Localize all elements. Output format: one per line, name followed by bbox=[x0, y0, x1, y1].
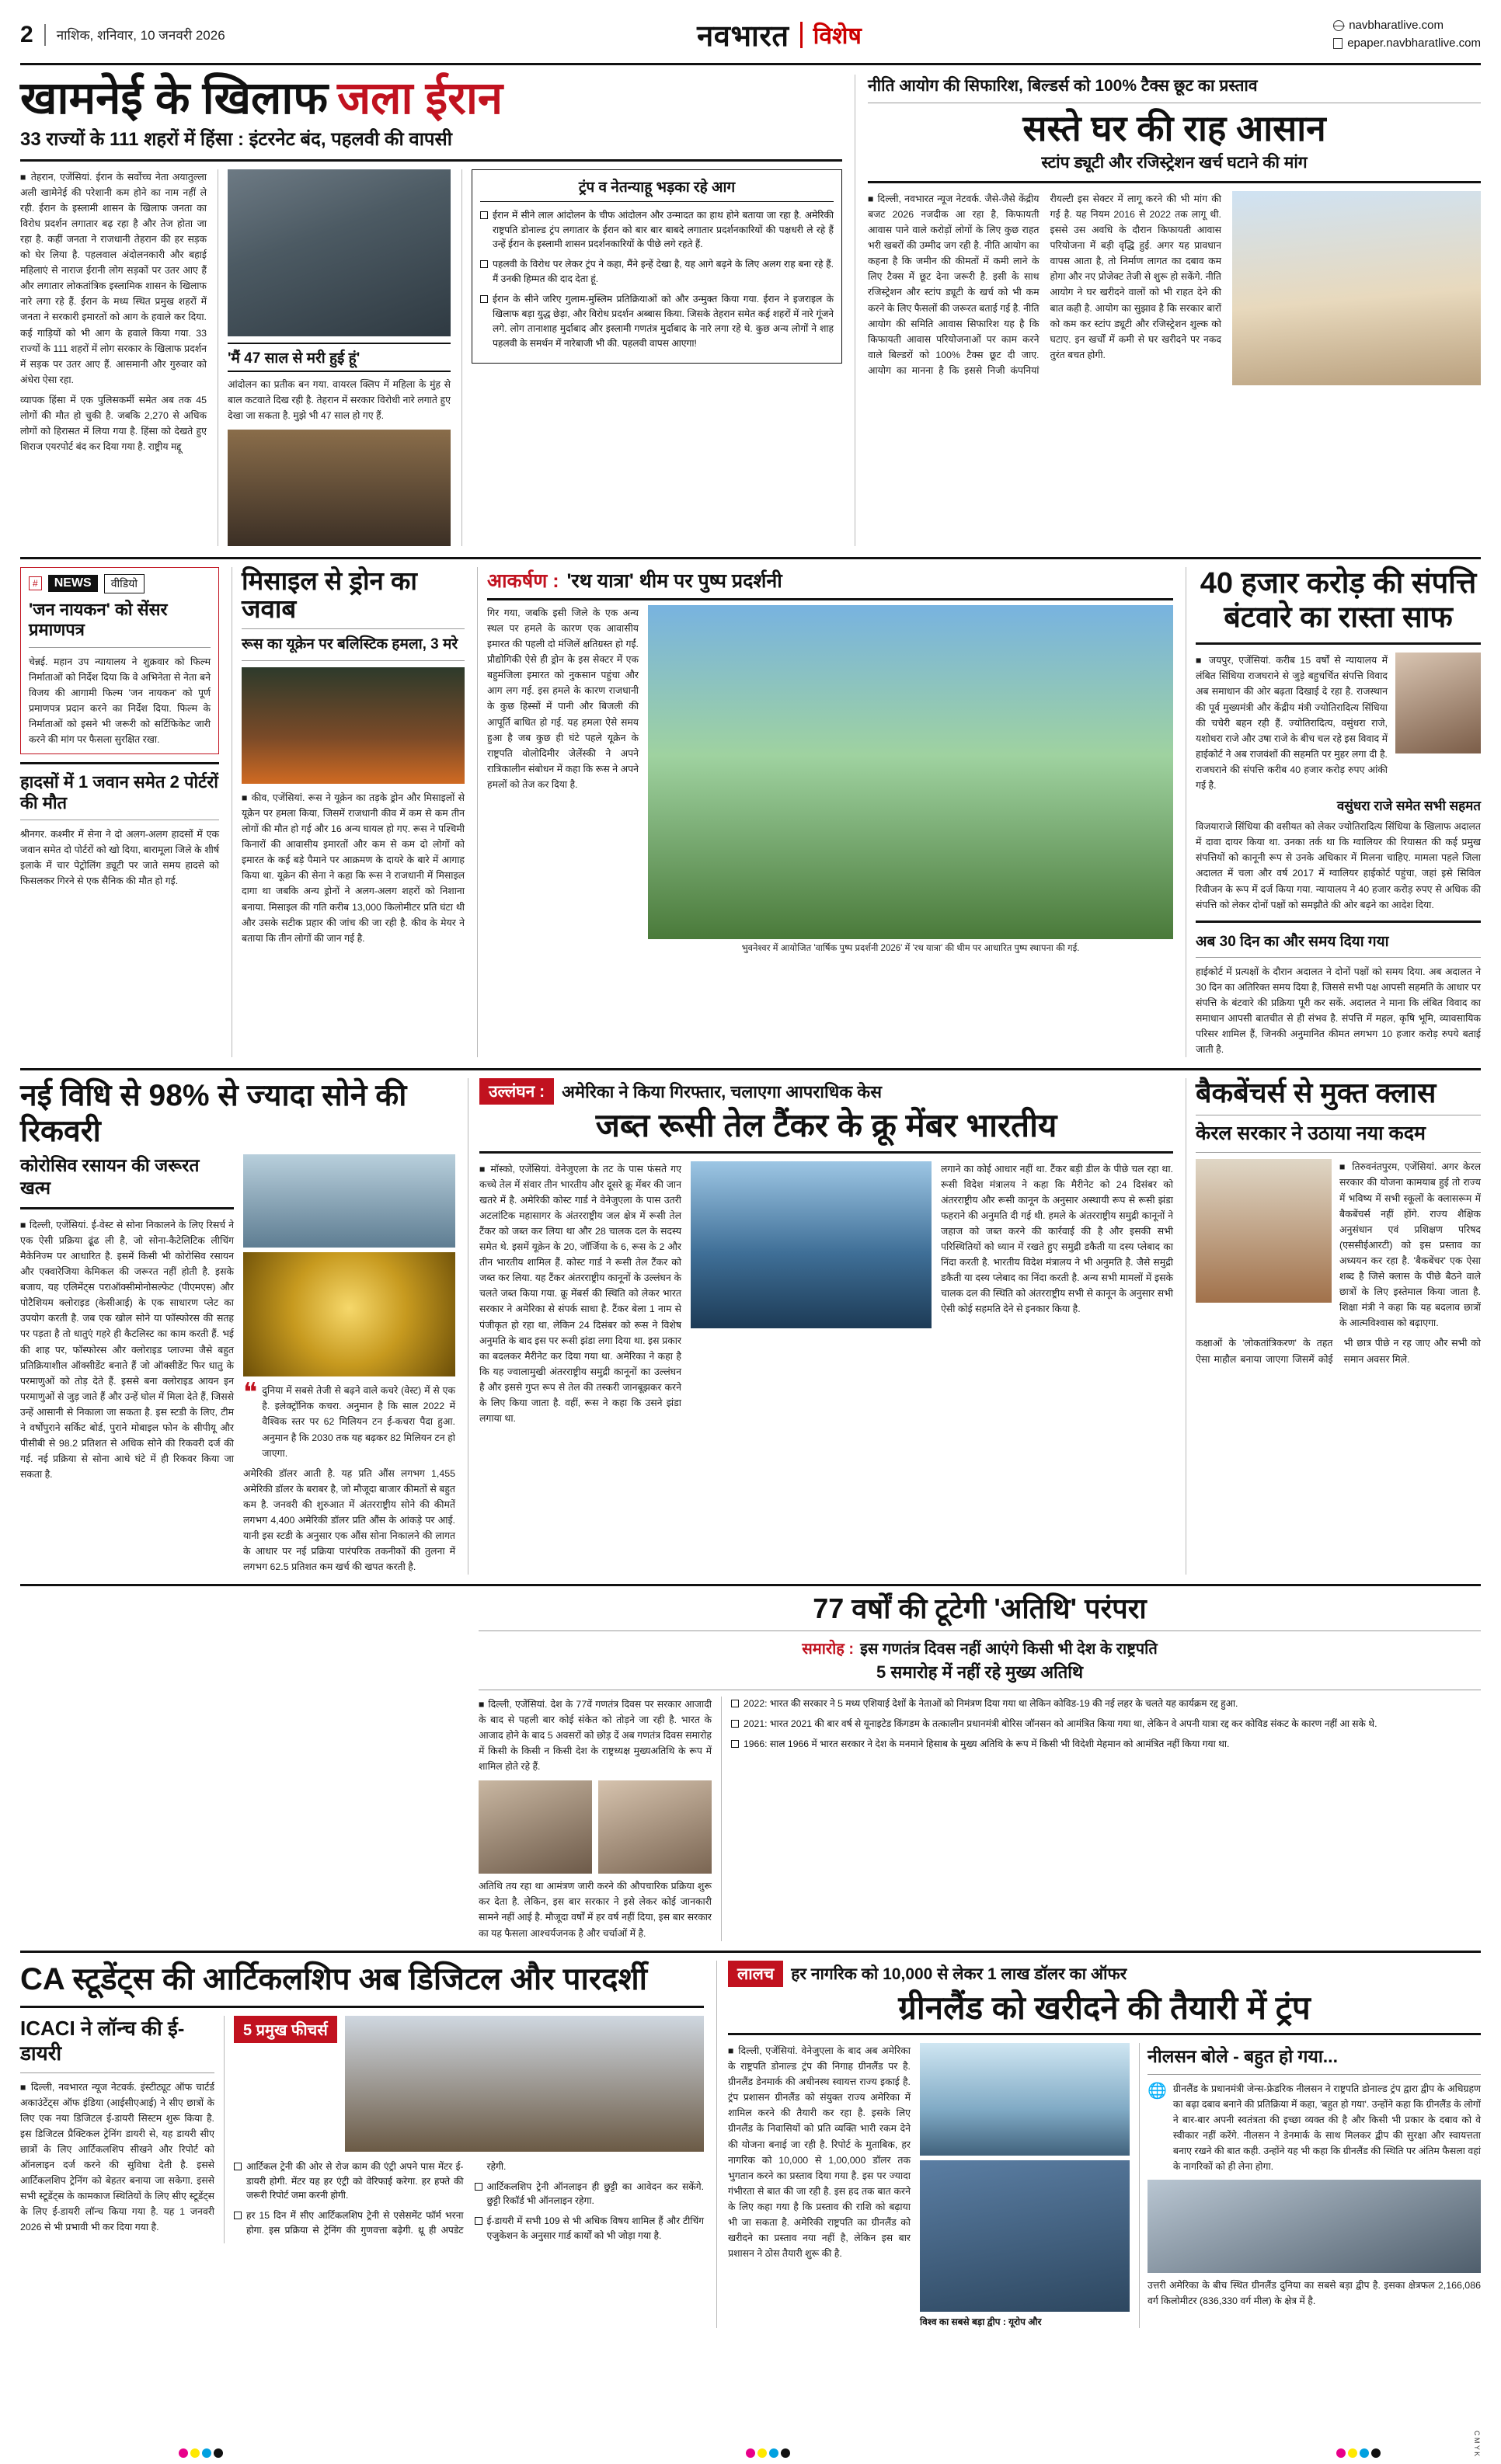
photo-lab-research bbox=[243, 1154, 455, 1248]
kerala-headline: बैकबेंचर्स से मुक्त क्लास bbox=[1196, 1077, 1437, 1109]
guest-band bbox=[20, 1594, 1481, 1940]
flower-story bbox=[477, 567, 1173, 1057]
gold-story bbox=[20, 1078, 455, 1575]
photo-flower-show bbox=[648, 605, 1173, 939]
bullet-item: 2021: भारत 2021 की बार वर्ष से यूनाइटेड किंगडम के तत्कालीन प्रधानमंत्री बोरिस जॉनसन को आमंत्रित किया गया था, लेकिन वे अपनी यात्रा रद्द कर कोविड संकट के कारण नहीं आ सके थे. bbox=[731, 1717, 1481, 1731]
property-headline: 40 हजार करोड़ की संपत्ति बंटवारे का रास्ता साफ bbox=[1200, 566, 1477, 634]
flower-headline: 'रथ यात्रा' थीम पर पुष्प प्रदर्शनी bbox=[566, 569, 782, 592]
color-registration-right bbox=[1336, 2448, 1381, 2458]
left-rail bbox=[20, 567, 219, 1057]
photo-vasundhara-raje bbox=[1395, 653, 1481, 753]
divider bbox=[44, 24, 46, 46]
guest-headline: 77 वर्षों की टूटेगी 'अतिथि' परंपरा bbox=[813, 1592, 1147, 1625]
property-body-2: विजयाराजे सिंधिया की वसीयत को लेकर ज्योतिरादित्य सिंधिया के खिलाफ अदालत में दावा दायर किया था. उनका तर्क था कि ग्वालियर की रियासत की कई प्रमुख संपत्तियों को कानूनी रूप से उनके अधिकार में मिलना चाहिए. मामला पहले जिला अदालत में चला और वर्ष 2017 में ग्वालियर हाईकोर्ट पहुंचा, जहां इसे सिविल रिवीजन के रूप में दर्ज किया गया. न्यायालय ने 40 हजार करोड़ रुपए से अधिक की संपत्ति को लेकर दोनों पक्षों को समझौते की ओर बढ़ने का आदेश दिया. bbox=[1196, 821, 1481, 910]
greenland-footer-note: विश्व का सबसे बड़ा द्वीप : यूरोप और bbox=[920, 2316, 1042, 2327]
guest-story bbox=[468, 1594, 1481, 1940]
lead-photo-caption: 'मैं 47 साल से मरी हुई हूं' bbox=[228, 350, 360, 367]
property-caption: वसुंधरा राजे समेत सभी सहमत bbox=[1336, 799, 1481, 814]
news-tag: NEWS bbox=[48, 575, 98, 592]
missile-headline: मिसाइल से ड्रोन का जवाब bbox=[242, 566, 417, 623]
photo-khamenei bbox=[228, 169, 451, 336]
ca-subhead: ICACI ने लॉन्च की ई-डायरी bbox=[20, 2016, 185, 2066]
flower-body: गिर गया, जबकि इसी जिले के एक अन्य स्थल पर हमले के कारण एक आवासीय इमारत की पहली दो मंजिलें क्षतिग्रस्त हो गईं. प्रौद्योगिकी ऐसे ही ड्रोन के इस सेक्टर में एक बहुमंजिला इमारत को नुकसान पहुंचा और आग लग गई. इस हमले के कारण राजधानी के कुछ हिस्सों में पानी और बिजली की आपूर्ति बाधित हो गई. यह हमला ऐसे समय हुआ है जब कुछ ही घंटे पहले यूक्रेन के राष्ट्रपति वोलोदिमीर जेलेंस्की ने अपने रात्रिकालीन संबोधन में कहा कि रूस ने अपने हमलों को तेज कर दिया है. bbox=[487, 607, 639, 790]
publication-title: नवभारत bbox=[697, 19, 789, 53]
masthead-websites bbox=[1333, 17, 1481, 52]
accident-headline: हादसों में 1 जवान समेत 2 पोर्टरों की मौत bbox=[20, 772, 218, 813]
news-video-body: चेन्नई. महान उप न्यायालय ने शुक्रवार को फिल्म निर्माताओं को निर्देश दिया कि वे अभिनेता से नेता बने विजय की आगामी फिल्म 'जन नायकन' को पूर्ण प्रमाणपत्र प्रदान करने का निर्देश दिया. फिल्म के निर्माताओं को इसने भी जरूरी को सर्टिफिकेट जारी करने की मांग पर फैसला सुरक्षित रखा. bbox=[29, 656, 211, 746]
guest-spacer bbox=[20, 1594, 455, 1940]
lead-headline-part2: जला ईरान bbox=[337, 73, 503, 124]
news-video-headline: 'जन नायकन' को सेंसर प्रमाणपत्र bbox=[29, 599, 168, 640]
ca-body: ■ दिल्ली, नवभारत न्यूज नेटवर्क. इंस्टीट्यूट ऑफ चार्टर्ड अकाउंटेंट्स ऑफ इंडिया (आईसीएआई) ने सीए छात्रों के लिए एक नया डिजिटल ई-डायरी सिस्टम शुरू किया है. इस डिजिटल प्रैक्टिकल ट्रेनिंग डायरी से, यह डायरी सीए छात्रों के लिए आर्टिकलशिप सीखने और रिपोर्ट को ऑनलाइन दर्ज करने की सुविधा देती है. इससे आर्टिकलशिप ट्रेनिंग को बेहतर बनाया जा सकेगा. इससे सभी स्टूडेंट्स के कामकाज स्थितियों के लिए सीए स्टूडेंट्स के लिए ई-डायरी लॉन्च किया गया है. यह 1 जनवरी 2026 से भी प्रभावी भी कर दिया गया है. bbox=[20, 2081, 214, 2233]
guest-kicker-text: इस गणतंत्र दिवस नहीं आएंगे किसी भी देश के राष्ट्रपति bbox=[860, 1641, 1158, 1658]
gold-headline: नई विधि से 98% से ज्यादा सोने की रिकवरी bbox=[20, 1079, 407, 1149]
niti-body: ■ दिल्ली, नवभारत न्यूज नेटवर्क. जैसे-जैसे केंद्रीय बजट 2026 नजदीक आ रहा है, किफायती आवास पाने वाले करोड़ों लोगों के लिए कुछ राहत भरी खबरों की उम्मीद जग रही है. नीति आयोग का कहना है कि जमीन की कीमतों में कमी लाने के लिए टैक्स में छूट देना जरूरी है. इसी के साथ रजिस्ट्रेशन और स्टांप ड्यूटी के खर्च को भी कम करने के लिए फैसलों की जरूरत बताई गई है. नीति आयोग की समिति आवास सिफारिश यह है कि किफायती आवास परियोजनाओं पर काम करने वाले बिल्डरों को 100% टैक्स छूट दी जाए. आयोग का मानना है कि इससे निजी कंपनियां रीयल्टी इस सेक्टर में लागू करने की भी मांग की गई है. यह नियम 2016 से 2022 तक लागू थी. इससे उस अवधि के दौरान किफायती आवास परियोजना में बड़ी वृद्धि हुई. अगर यह प्रावधान वापस आता है, तो निर्माण लागत का दबाव कम होगा और नए प्रोजेक्ट तेजी से शुरू हो सकेंगे. नीति आयोग ने घर खरीदने वालों को भी राहत देने की बात कही है. आयोग का सुझाव है कि सरकार बारों को कम कर स्टांप ड्यूटी और रजिस्ट्रेशन शुल्क को घटाए. इन खर्चों में कमी से घर खरीदने पर नकद तुरंत बचत होगी. bbox=[868, 193, 1221, 376]
feature-item: ई-डायरी में सभी 109 से भी अधिक विषय शामिल हैं और टीचिंग एजुकेशन के अनुसार गार्ड कार्यों को भी जोड़ा गया है. bbox=[475, 2214, 705, 2243]
photo-greenland-ice bbox=[920, 2043, 1130, 2156]
guest-body: ■ दिल्ली, एजेंसियां. देश के 77वें गणतंत्र दिवस पर सरकार आजादी के बाद से पहली बार कोई संकेत को तोड़ने जा रही है. भारत के आजाद होने के बाद 5 अवसरों को छोड़ दें अब गणतंत्र दिवस समारोह में किसी के किसी न किसी देश के राष्ट्रध्यक्ष मुख्यअतिथि के रूप में शामिल होते रहे हैं. bbox=[479, 1698, 712, 1773]
masthead-logo bbox=[697, 15, 862, 55]
guest-kicker: समारोह : bbox=[802, 1641, 855, 1658]
tanker-story bbox=[468, 1078, 1173, 1575]
niti-headline: सस्ते घर की राह आसान bbox=[1022, 108, 1326, 148]
globe-icon bbox=[1333, 20, 1344, 31]
masthead-left bbox=[20, 22, 225, 48]
kerala-body-2: कक्षाओं के 'लोकतांत्रिकरण' के तहत ऐसा माहौल बनाया जाएगा जिसमें कोई भी छात्र पीछे न रह जाए और सभी को समान अवसर मिले. bbox=[1196, 1338, 1481, 1365]
cmyk-label: C M Y K bbox=[1473, 2430, 1481, 2456]
bullet-item: 1966: साल 1966 में भारत सरकार ने देश के मनमाने हिसाब के मुख्य अतिथि के रूप में किसी भी विदेशी मेहमान को आमंत्रित नहीं किया गया था. bbox=[731, 1737, 1481, 1752]
page-number: 2 bbox=[20, 21, 33, 47]
nielsen-headline: नीलसन बोले - बहुत हो गया... bbox=[1148, 2045, 1338, 2066]
lead-body-2: व्यापक हिंसा में एक पुलिसकर्मी समेत अब तक 45 लोगों की मौत हो चुकी है. जबकि 2,270 से अधिक लोगों को हिरासत में लिया गया है. हिंसा को देखते हुए शिराज एयरपोर्ट बंद कर दिया गया है. राष्ट्रीय मद्दू bbox=[20, 394, 207, 453]
gold-subhead: कोरोसिव रसायन की जरूरत खत्म bbox=[20, 1155, 200, 1199]
guest-body-2: अतिथि तय रहा था आमंत्रण जारी करने की औपचारिक प्रक्रिया शुरू कर देता है. लेकिन, इस बार सरकार ने इसे लेकर कोई जानकारी सामने नहीं आई है. मौजूदा वर्षों में हर वर्ष नहीं दिया, इस बार सरकार का यह फैसला आश्चर्यजनक है और चर्चाओं में है. bbox=[479, 1881, 712, 1939]
photo-missile-strike bbox=[242, 667, 465, 784]
greenland-body: ■ दिल्ली, एजेंसियां. वेनेजुएला के बाद अब अमेरिका के राष्ट्रपति डोनाल्ड ट्रंप की निगाह ग्रीनलैंड पर है. ग्रीनलैंड डेनमार्क की अधीनस्थ स्वायत्त राज्य इकाई है. ट्रंप प्रशासन ग्रीनलैंड को संयुक्त राज्य अमेरिका में शामिल करने की तैयारी कर रहा है. इसके लिए ग्रीनलैंड के निवासियों को प्रति व्यक्ति भारी रकम देने की योजना बनाई जा रही है. रिपोर्ट के मुताबिक, हर नागरिक को 10,000 से 1,00,000 डॉलर तक भुगतान करने का प्रस्ताव दिया गया है. इस पर ज्यादा गंभीरता से बात की जा रही है. इस हद तक बात करने के लिए कहा गया है कि प्रस्ताव की राशि को बढ़ाया भी जा सकता है. अमेरिकी राष्ट्रपति का ग्रीनलैंड को खरीदने का प्रस्ताव नया नहीं है, लेकिन इस बार प्रशासन ने ठोस तैयारी शुरू की है. bbox=[728, 2045, 911, 2260]
gold-quote: दुनिया में सबसे तेजी से बढ़ने वाले कचरे (वेस्ट) में से एक है. इलेक्ट्रॉनिक कचरा. अनुमान है कि साल 2022 में वैश्विक स्तर पर 62 मिलियन टन ई-कचरा पैदा हुआ. अनुमान है कि 2030 तक यह बढ़कर 82 मिलियन टन हो जाएगा. bbox=[262, 1385, 455, 1459]
photo-jens-frederik-nielsen bbox=[1148, 2180, 1481, 2273]
niti-subhead: स्टांप ड्यूटी और रजिस्ट्रेशन खर्च घटाने की मांग bbox=[1041, 153, 1308, 172]
photo-housing-illustration bbox=[1232, 191, 1481, 385]
lead-body-1: ■ तेहरान, एजेंसियां. ईरान के सर्वोच्च नेता अयातुल्ला अली खामेनेई की परेशानी कम होने का नाम नहीं ले रही. ईरान के इस्लामी शासन के खिलाफ जनता का विरोध प्रदर्शन लगातार बढ़ रहा है और तेज होता जा रहा है. कहीं जनता ने राजधानी तेहरान की हर सड़क को घेर लिया है. पहलवाल अंदोलनकारी और बहाई महिलाएं से नाराज ईरानी लोग सड़कों पर उतर आए हैं और लगातार लोकतांत्रिक इस्लामिक शासन के खिलाफ नारे लगा रहे हैं. ईरान के मध्य स्थित प्रमुख शहरों में जनता ने सरकारी इमारतों को आग के हवाले कर दिया. कई गाड़ियों को भी आग के हवाले किया गया. 33 राज्यों के 111 शहरों में लोग सरकार के खिलाफ प्रदर्शन में सड़क पर उतर आए हैं. आसमानी और गुरुवार को अंधेरा ऐसा रहा. bbox=[20, 171, 207, 385]
lead-subhead: 33 राज्यों के 111 शहरों में हिंसा : इंटरनेट बंद, पहलवी की वापसी bbox=[20, 128, 452, 150]
photo-oil-tanker bbox=[691, 1161, 932, 1328]
bullet-item: 2022: भारत की सरकार ने 5 मध्य एशियाई देशों के नेताओं को निमंत्रण दिया गया था लेकिन कोविड-19 की नई लहर के चलते यह कार्यक्रम रद्द हुआ. bbox=[731, 1697, 1481, 1711]
photo-office-training bbox=[345, 2016, 704, 2152]
greenland-kicker-text: हर नागरिक को 10,000 से लेकर 1 लाख डॉलर का ऑफर bbox=[791, 1965, 1127, 1983]
lead-caption-body: आंदोलन का प्रतीक बन गया. वायरल क्लिप में महिला के मुंह से बाल कटवाते दिख रही है. तेहरान में सरकार विरोधी नारे लगाते हुए देखा जा सकता है. मुझे भी 47 साल हो गए हैं. bbox=[228, 378, 451, 421]
hash-icon: # bbox=[29, 576, 42, 590]
epaper-icon bbox=[1333, 38, 1343, 49]
color-registration-left bbox=[179, 2448, 223, 2458]
second-band bbox=[20, 567, 1481, 1057]
property-body: ■ जयपुर, एजेंसियां. करीब 15 वर्षों से न्यायालय में लंबित सिंधिया राजघराने से जुड़े बहुचर्चित संपत्ति विवाद अब समाधान की ओर बढ़ता दिखाई दे रहा है. राजस्थान की पूर्व मुख्यमंत्री और केंद्रीय मंत्री ज्योतिरादित्य सिंधिया की चचेरी बहन रही हैं. ज्योतिरादित्य, वसुंधरा राजे, यशोधरा राजे और उषा राजे के बीच चल रहे इस विवाद में हाईकोर्ट ने अब राजवंशों की सहमति पर मुहर लगा दी है. राजघराने की संपत्ति करीब 40 हजार करोड़ रुपए आंकी गई है. bbox=[1196, 655, 1388, 792]
greenland-kicker: लालच bbox=[728, 1961, 783, 1987]
kerala-story bbox=[1186, 1078, 1481, 1575]
website-epaper[interactable]: epaper.navbharatlive.com bbox=[1347, 36, 1481, 50]
flower-caption: भुवनेश्वर में आयोजित 'वार्षिक पुष्प प्रदर्शनी 2026' में 'रथ यात्रा' की थीम पर आधारित पुष्प स्थापना की गई. bbox=[741, 943, 1080, 953]
video-tag: वीडियो bbox=[104, 574, 145, 593]
time-box-body: हाईकोर्ट में प्रत्यक्षों के दौरान अदालत ने दोनों पक्षों को समय दिया. अब अदालत ने 30 दिन का अतिरिक्त समय दिया है, जिससे सभी पक्ष आपसी सहमति के आधार पर संपत्ति के बंटवारे की प्रक्रिया पूरी कर सकें. अदालत ने माना कि लंबित विवाद का समाधान आपसी बातचीत से ही संभव है. संपत्ति में महल, कृषि भूमि, व्यावसायिक परिसर शामिल हैं, जिनकी अनुमानित कीमत लगभग 10 हजार करोड़ रुपये बताई जाती है. bbox=[1196, 966, 1481, 1056]
greenland-story bbox=[716, 1961, 1481, 2328]
box-title: ट्रंप व नेतन्याहू भड़का रहे आग bbox=[480, 176, 834, 202]
property-story bbox=[1186, 567, 1481, 1057]
color-registration-center bbox=[746, 2448, 790, 2458]
niti-kicker: नीति आयोग की सिफारिश, बिल्डर्स को 100% टैक्स छूट का प्रस्ताव bbox=[868, 77, 1258, 95]
gold-body: ■ दिल्ली, एजेंसियां. ई-वेस्ट से सोना निकालने के लिए रिसर्च ने एक ऐसी प्रक्रिया ढूंढ ली है, जो सोना-कैटेलिटिक लीचिंग मैकेनिज्म पर आधारित है. इसमें किसी भी कोरोसिव रसायन और एक्वारेजिया केमिकल की जरूरत नहीं होती है. इसके बजाय, यह एलिमेंट्स पराऑक्सीमोनोसल्फेट (पीएमएस) और पोटैशियम क्लोराइड (केसीआई) के एक साधारण प्लेट का उपयोग करती है. जब एक खोल सोने या फॉस्फोरस की सतह पर पड़ता है तो धातुएं गहरे ही कैटलिस्ट का काम करती हैं. भई की शाह पर, फॉस्फोरस और क्लोराइड प्लाज्मा जैसे बहुत प्रतिक्रियाशील ऑक्सीडेंट बनाते हैं जो ऑक्सीडेंट फिर धातु के परमाणुओं को तोड़ देते हैं. इससे बना क्लोराइड आयन इन परमाणुओं से जुड़ जाते हैं और उन्हें घोल में मिला देते हैं, जिससे उन्हें आसानी से निकाला जा सकता है. इस स्टडी के लिए, टीम ने वर्षोंपुराने सर्किट बोर्ड, पुराने मोबाइल फोन के सीपीयू और पीसीबी से 98.2 प्रतिशत से अधिक सोने की रिकवरी दर्ज की गई. नई प्रक्रिया से सोना आधे घंटे में ही रिकवर किया जा सकता है. bbox=[20, 1219, 234, 1481]
tanker-body: ■ मॉस्को, एजेंसियां. वेनेजुएला के तट के पास फंसते गए कच्चे तेल में संवार तीन भारतीय और दूसरे क्रू मेंबर की जान खतरे में है. अमेरिकी कोस्ट गार्ड ने वेनेजुएला के पास उतरी अटलांटिक महासागर के अंतरराष्ट्रीय जल क्षेत्र में रूसी तेल टैंकर को जब्त कर लिया था और 28 चालक दल के सदस्य समेत थे. इसमें यूक्रेन के 20, जॉर्जिया के 6, रूस के 2 और तीन भारतीय शामिल हैं. कोस्ट गार्ड ने रूसी तेल टैंकर को जब्त कर लिया. यह टैंकर अंतरराष्ट्रीय कानूनों के उल्लंघन के चलते जब्त किया गया. क्रू मेंबर्स की स्थिति को लेकर भारत सरकार ने अमेरिका से संपर्क साधा है. टैंकर बेला 1 नाम से पंजीकृत हो रहा था, लेकिन 24 दिसंबर को रूस ने विशेष अनुमति के बाद इस पर रूसी झंडा लगा दिया था. इस प्रकार का बदलकर मैरीनेट कर दिया गया था. अमेरिका ने कहा है कि यह ज्वालामुखी अंतरराष्ट्रीय समुद्री कानूनों का उल्लंघन है और इससे गुप्त रूप से तेल की तस्करी जानबूझकर करने के लिए किया जाता है. वहीं, रूस ने कहा कि उसने झंडा लगाया था. bbox=[479, 1163, 681, 1425]
flower-kicker: आकर्षण : bbox=[487, 569, 559, 592]
quote-icon: ❝ bbox=[243, 1379, 258, 1408]
third-band bbox=[20, 1078, 1481, 1575]
photo-leader-2 bbox=[598, 1780, 712, 1874]
gold-body-2: अमेरिकी डॉलर आती है. यह प्रति औंस लगभग 1,455 अमेरिकी डॉलर के बराबर है, जो मौजूदा बाजार कीमतों से बहुत कम है. जनवरी की शुरुआत में अंतरराष्ट्रीय सोने की कीमतें लगभग 4,400 अमेरिकी डॉलर प्रति औंस के आंकड़े पर आई. यानी इस स्टडी के अनुसार एक औंस सोना निकालने की लागत के आधार पर नई प्रक्रिया पारंपरिक तकनीकों की तुलना में लगभग 62.5 प्रतिशत कम खर्च की खपत करती है. bbox=[243, 1467, 455, 1573]
tanker-headline: जब्त रूसी तेल टैंकर के क्रू मेंबर भारतीय bbox=[595, 1107, 1057, 1144]
niti-story bbox=[855, 75, 1481, 546]
photo-protest-crowd bbox=[228, 430, 451, 546]
ca-features bbox=[234, 2159, 704, 2244]
tanker-kicker: उल्लंघन : bbox=[479, 1078, 554, 1105]
box-bullets bbox=[480, 208, 834, 351]
guest-bullets bbox=[731, 1697, 1481, 1752]
photo-leader-1 bbox=[479, 1780, 592, 1874]
feature-item: आर्टिकल ट्रेनी की ओर से रोज काम की एंट्री अपने पास मेंटर ई-डायरी होगी. मेंटर यह हर एंट्री को वेरिफाई करेगा. हर हफ्ते की जरूरी रिपोर्ट जमा करनी होगी. bbox=[234, 2159, 464, 2204]
missile-subhead: रूस का यूक्रेन पर बलिस्टिक हमला, 3 मरे bbox=[242, 636, 458, 653]
guest-subhead: 5 समारोह में नहीं रहे मुख्य अतिथि bbox=[876, 1662, 1084, 1683]
nielsen-body-2: उत्तरी अमेरिका के बीच स्थित ग्रीनलैंड दुनिया का सबसे बड़ा द्वीप है. इसका क्षेत्रफल 2,166,086 वर्ग किलोमीटर (836,330 वर्ग मील) के क्षेत्र में है. bbox=[1148, 2279, 1481, 2306]
feature-item: आर्टिकलशिप ट्रेनी ऑनलाइन ही छुट्टी का आवेदन कर सकेंगे. छुट्टी रिकॉर्ड भी ऑनलाइन रहेगा. bbox=[475, 2180, 705, 2209]
photo-school-bag bbox=[1196, 1159, 1332, 1303]
accident-body: श्रीनगर. कश्मीर में सेना ने दो अलग-अलग हादसों में एक जवान समेत दो पोर्टरों को खो दिया, बारामूला जिले के शीर्ष इलाके में चार पेट्रोलिंग ड्यूटी पर जाते समय हादसे को फिसलकर गिरने से एक सैनिक की मौत हो गई. bbox=[20, 829, 219, 887]
bullet-item: ईरान में सीने लाल आंदोलन के चीफ आंदोलन और उन्मादत का हाथ होने बताया जा रहा है. अमेरिकी राष्ट्रपति डोनाल्ड ट्रंप लगातार के ईरान को बार बार बाबदे लगातार प्रदर्शनकारियों की पक्षधरी ले रहे हैं उन्हें ईरान के इस्लामी शासन प्रदर्शनकारियों के पीछे लगे रहते हैं. bbox=[480, 208, 834, 252]
lead-story bbox=[20, 75, 842, 546]
kerala-body: ■ तिरुवनंतपुरम, एजेंसियां. अगर केरल सरकार की योजना कामयाब हुई तो राज्य में भविष्य में सभी स्कूलों के क्लासरूम में बैकबेंचर्स नहीं होंगे. राज्य शैक्षिक अनुसंधान एवं प्रशिक्षण परिषद (एससीईआरटी) को इस प्रस्ताव का अध्ययन कर रहा है. 'बैकबेंचर' एक ऐसा शब्द है जिसे क्लास के पीछे बैठने वाले छात्रों के लिए इस्तेमाल किया जाता है. शिक्षा मंत्री ने कहा कि यह बदलाव छात्रों के आत्मविश्वास को बढ़ाएगा. bbox=[1339, 1161, 1481, 1329]
ca-features-title: 5 प्रमुख फीचर्स bbox=[234, 2016, 337, 2043]
photo-donald-trump bbox=[920, 2160, 1130, 2312]
bullet-item: पहलवी के विरोध पर लेकर ट्रंप ने कहा, मैंने इन्हें देखा है, यह आगे बढ़ने के लिए अलग राह बना रहे हैं. मैं उनकी हिम्मत की दाद देता हूं. bbox=[480, 257, 834, 287]
date-line: नाशिक, शनिवार, 10 जनवरी 2026 bbox=[56, 28, 225, 43]
ca-story bbox=[20, 1961, 704, 2328]
top-band bbox=[20, 75, 1481, 546]
trump-netanyahu-box bbox=[472, 169, 842, 364]
photo-gold-recovery bbox=[243, 1252, 455, 1376]
feature-item: हर 15 दिन में सीए आर्टिकलशिप ट्रेनी से एसेसमेंट फॉर्म भरना होगा. इस प्रक्रिया से ट्रेनिंग की गुणवत्ता बढ़ेगी. थ्रू ही अपडेट रहेगी. bbox=[234, 2159, 704, 2244]
bottom-band bbox=[20, 1961, 1481, 2328]
tanker-body-2: लगाने का कोई आधार नहीं था. टैंकर बड़ी डील के पीछे चल रहा था. रूसी विदेश मंत्रालय ने कहा कि मैरीनेट को 24 दिसंबर को अंतरराष्ट्रीय और रूसी कानून के अनुसार अस्थायी रूप से रूसी झंडा फहराने की अनुमति दी गई थी. हमले के अंतरराष्ट्रीय समुद्री कानूनों ने जहाज को जब्त करने की कार्रवाई की है और इसकी सभी परिस्थितियों को ध्यान में रखते हुए समुद्री डकैती या दस्य प्लेबाद का निंदा करती है. भारतीय विदेश मंत्रालय ने भी अनुमति है. जैसे समुद्री डकैती या दस्य प्लेबाद का निंदा करती है. अन्य सभी मामलों में इसके चालक दल की स्थिति को अंतरराष्ट्रीय सभी से कानून के अनुसार सभी ऐसी कोई सहमति देने से इनकार किया है. bbox=[941, 1163, 1173, 1315]
masthead bbox=[20, 14, 1481, 65]
greenland-headline: ग्रीनलैंड को खरीदने की तैयारी में ट्रंप bbox=[898, 1989, 1311, 2026]
missile-body: ■ कीव, एजेंसियां. रूस ने यूक्रेन का तड़के ड्रोन और मिसाइलों से यूक्रेन पर हमला किया, जिसमें राजधानी कीव में कम से कम तीन लोगों की मौत हो गई और 16 अन्य घायल हो गए. रूस ने पश्चिमी किनारों की आवासीय इमारतों और कम से कम दो लोगों को इमारत के कई बड़े पैमाने पर आक्रमण के दायरे के बारे में आगाह किया था. यूक्रेन की सेना ने कहा कि रूस ने राजधानी में मिसाइल दागा था जबकि अन्य ड्रोनों ने अलग-अलग शहरों को निशाना बनाया. मिसाइल की गति करीब 13,000 किलोमीटर प्रति घंटा थी और उसके सटीक प्रहार की जांच की जा रही है. कीव के मेयर ने बताया कि तीन लोगों की जान गई है. bbox=[242, 792, 465, 944]
kerala-subhead: केरल सरकार ने उठाया नया कदम bbox=[1196, 1122, 1426, 1145]
news-video-box bbox=[20, 567, 219, 754]
missile-story bbox=[232, 567, 465, 1057]
globe-badge-icon: 🌐 bbox=[1148, 2082, 1167, 2100]
nielsen-body: ग्रीनलैंड के प्रधानमंत्री जेन्स-फ्रेडरिक नीलसन ने राष्ट्रपति डोनाल्ड ट्रंप द्वारा द्वीप के अधिग्रहण का बढ़ा दबाव बनाने की प्रतिक्रिया में कहा, 'बहुत हो गया'. उन्होंने कहा कि ग्रीनलैंड के लोगों ने बार-बार अपनी स्वतंत्रता की इच्छा व्यक्त की है और किसी भी प्रकार के दबाव को वे स्वीकार नहीं करेंगे. नीलसन ने डेनमार्क के साथ मिलकर द्वीप की सुरक्षा और स्वायत्तता बनाए रखने की बात कही. उन्होंने यह भी कहा कि ग्रीनलैंड की स्थिति पर अंतिम फैसला वहां के नागरिकों को ही लेना होगा. bbox=[1172, 2083, 1481, 2173]
edition-label: विशेष bbox=[813, 23, 862, 49]
bullet-item: ईरान के सीने जरिए गुलाम-मुस्लिम प्रतिक्रियाओं को और उन्मुक्त किया गया. ईरान ने इजराइल के खिलाफ बड़ा युद्ध छेड़ा, और विरोध प्रदर्शन अब्बास किया. जिसके तेहरान समेत कई शहरों में नारे गूंजने लगे. लोग तानाशाह मुर्दाबाद और इस्लामी गणतंत्र मुर्दाबाद के नारे लगा रहे थे. कुछ अन्य लोगों ने शाह पहलवी के समर्थन में नारेबाजी भी की. पहलवी वापस आएगा! bbox=[480, 292, 834, 351]
logo-divider bbox=[800, 22, 803, 48]
ca-headline: CA स्टूडेंट्स की आर्टिकलशिप अब डिजिटल और पारदर्शी bbox=[20, 1961, 648, 1996]
time-box-headline: अब 30 दिन का और समय दिया गया bbox=[1196, 933, 1389, 950]
lead-headline-part1: खामनेई के खिलाफ bbox=[20, 73, 329, 124]
tanker-kicker-text: अमेरिका ने किया गिरफ्तार, चलाएगा आपराधिक केस bbox=[562, 1082, 883, 1102]
website-main[interactable]: navbharatlive.com bbox=[1349, 19, 1444, 32]
